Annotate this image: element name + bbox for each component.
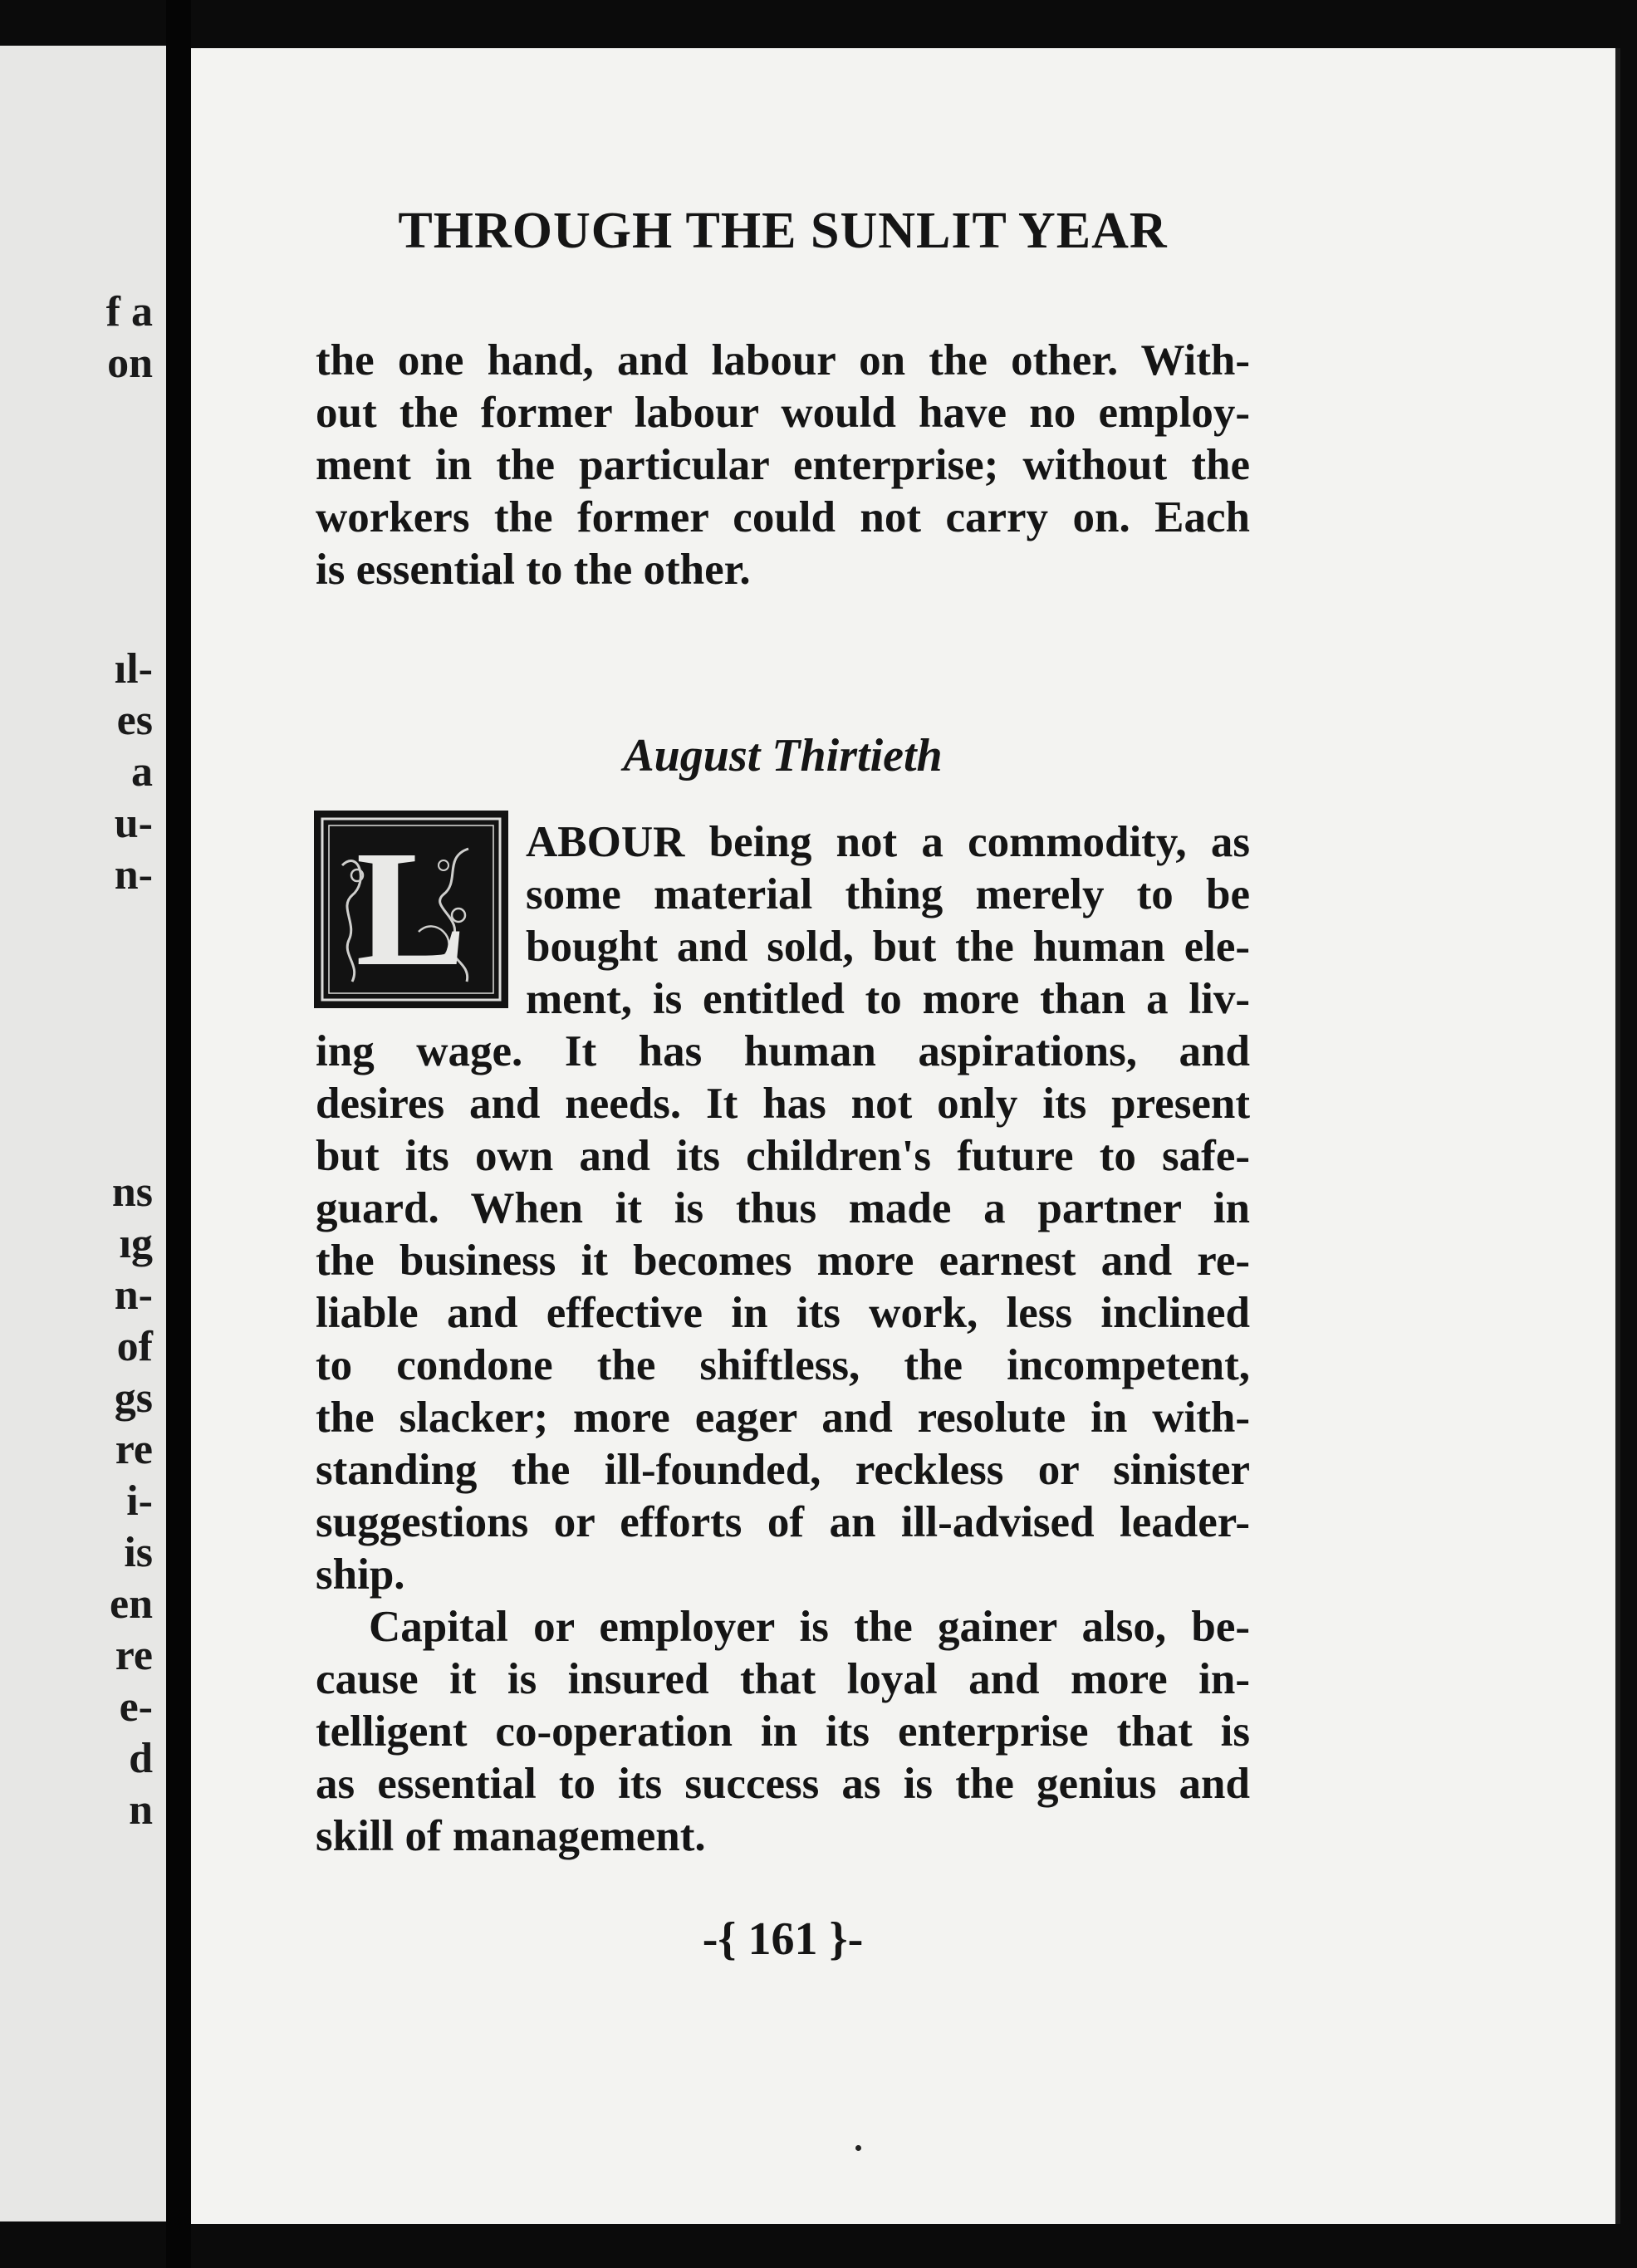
facing-page-fragment: is (124, 1529, 153, 1576)
facing-page-fragment: gs (114, 1374, 153, 1422)
text-line: ship. (316, 1550, 405, 1599)
facing-page-fragment: i- (126, 1477, 153, 1525)
text-line: suggestions or efforts of an ill-advised leader- (316, 1498, 1250, 1546)
text-line: the one hand, and labour on the other. With- (316, 336, 1250, 385)
text-line: desires and needs. It has not only its present (316, 1080, 1250, 1128)
scan-speck (855, 2145, 861, 2151)
entry-title: August Thirtieth (623, 730, 943, 781)
facing-page-fragment: on (107, 340, 153, 387)
text-line: liable and effective in its work, less inclined (316, 1289, 1250, 1337)
text-line: but its own and its children's future to safe- (316, 1132, 1250, 1180)
book-gutter (166, 0, 191, 2268)
facing-page-fragment: of (116, 1323, 153, 1370)
facing-page-fragment: ıg (119, 1220, 153, 1267)
facing-page-fragment: re (115, 1632, 153, 1679)
page-number: -{ 161 }- (702, 1913, 864, 1965)
facing-page-fragment: ns (111, 1168, 153, 1216)
drop-cap-letter: L (355, 817, 467, 1001)
facing-page-fragment: n (129, 1786, 153, 1834)
text-line: ment in the particular enterprise; without the (316, 441, 1250, 489)
text-line: standing the ill-founded, reckless or sinister (316, 1446, 1250, 1494)
text-line: guard. When it is thus made a partner in (316, 1184, 1250, 1232)
facing-page-fragment: f a (105, 288, 153, 336)
text-line: the slacker; more eager and resolute in with- (316, 1394, 1250, 1442)
text-line: Capital or employer is the gainer also, be- (369, 1603, 1250, 1651)
facing-page-fragment: d (129, 1735, 153, 1782)
facing-page-fragment: n- (114, 851, 153, 899)
book-page (191, 48, 1620, 2224)
facing-page-edge (0, 46, 166, 2221)
running-head: THROUGH THE SUNLIT YEAR (398, 203, 1168, 259)
text-line: bought and sold, but the human ele- (526, 923, 1250, 971)
text-line: some material thing merely to be (526, 870, 1250, 918)
text-line: telligent co-operation in its enterprise that is (316, 1707, 1250, 1756)
facing-page-fragment: e- (119, 1683, 153, 1731)
paragraph-continued (316, 335, 1250, 596)
text-line: to condone the shiftless, the incompetent, (316, 1341, 1250, 1389)
text-line: cause it is insured that loyal and more in- (316, 1655, 1250, 1703)
facing-page-fragment: n- (114, 1271, 153, 1319)
paragraph-opening-beside-cap (526, 816, 1250, 1026)
text-line: ment, is entitled to more than a liv- (526, 975, 1250, 1023)
facing-page-fragment: u- (114, 800, 153, 847)
facing-page-fragment: re (115, 1426, 153, 1473)
text-line: ing wage. It has human aspirations, and (316, 1027, 1250, 1075)
text-line: as essential to its success as is the genius and (316, 1760, 1250, 1808)
text-line: is essential to the other. (316, 546, 751, 594)
text-line: the business it becomes more earnest and re- (316, 1237, 1250, 1285)
text-line: skill of management. (316, 1812, 706, 1860)
paragraph-body (316, 1026, 1250, 1601)
ornamental-drop-cap (314, 811, 508, 1008)
text-line: workers the former could not carry on. Each (316, 493, 1250, 541)
facing-page-fragment: es (116, 697, 153, 744)
text-line: ABOUR being not a commodity, as (526, 818, 1250, 866)
paragraph-closing (316, 1601, 1250, 1863)
facing-page-fragment: ıl- (114, 645, 153, 693)
facing-page-fragment: a (131, 748, 153, 796)
text-line: out the former labour would have no employ- (316, 389, 1250, 437)
facing-page-fragment: en (110, 1580, 153, 1628)
